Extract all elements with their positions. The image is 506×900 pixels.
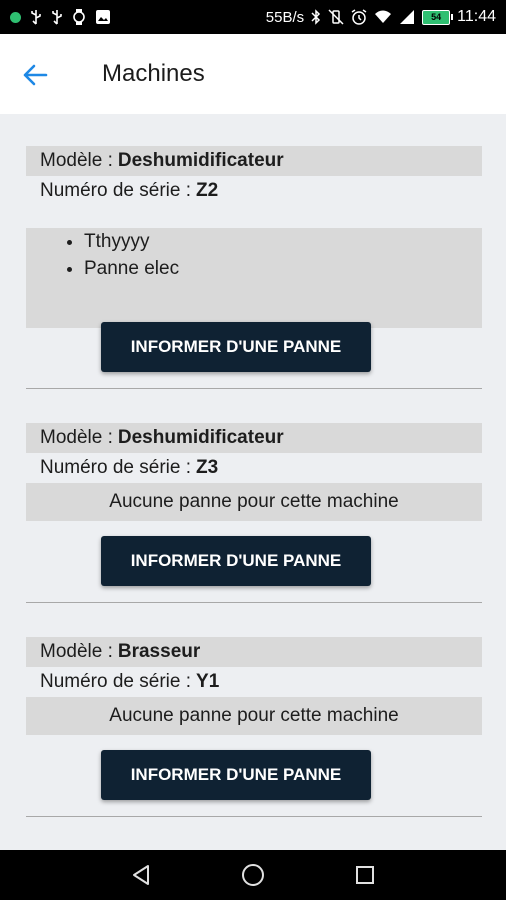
fault-item: • Panne elec <box>84 255 482 282</box>
fault-item: • Tthyyyy <box>84 228 482 255</box>
nav-back-icon <box>129 863 153 887</box>
serial-row <box>26 176 482 206</box>
serial-row <box>26 667 482 697</box>
model-value: Deshumidificateur <box>117 150 284 171</box>
serial-value: Y1 <box>196 671 220 692</box>
model-label: Modèle : <box>40 641 113 662</box>
machine-card <box>26 423 482 521</box>
card-divider <box>26 816 482 817</box>
model-row <box>26 423 482 453</box>
machine-list[interactable] <box>0 114 506 850</box>
navigation-bar <box>0 850 506 900</box>
model-value: Deshumidificateur <box>117 427 284 448</box>
clock: 11:44 <box>457 8 496 25</box>
signal-icon <box>399 9 415 25</box>
app-notification-icon <box>10 12 21 23</box>
serial-value: Z2 <box>196 180 219 201</box>
model-label: Modèle : <box>40 427 113 448</box>
model-value: Brasseur <box>117 641 201 662</box>
serial-label: Numéro de série : <box>40 671 192 692</box>
machine-card <box>26 637 482 735</box>
alarm-icon <box>351 9 367 25</box>
nav-back-button[interactable] <box>126 860 156 890</box>
fault-list <box>26 228 482 328</box>
vibrate-off-icon <box>328 9 344 25</box>
nav-home-button[interactable] <box>238 860 268 890</box>
serial-label: Numéro de série : <box>40 180 192 201</box>
page-title: Machines <box>102 60 205 87</box>
battery-icon <box>422 10 450 25</box>
report-fault-button[interactable]: INFORMER D'UNE PANNE <box>101 322 371 372</box>
card-divider <box>26 602 482 603</box>
model-row <box>26 637 482 667</box>
model-label: Modèle : <box>40 150 113 171</box>
wifi-icon <box>374 9 392 25</box>
serial-row <box>26 453 482 483</box>
battery-level: 54 <box>431 12 442 22</box>
bluetooth-icon <box>311 9 321 25</box>
watch-icon <box>72 9 86 25</box>
serial-label: Numéro de série : <box>40 457 192 478</box>
no-fault-message: Aucune panne pour cette machine <box>26 483 482 521</box>
report-fault-button[interactable]: INFORMER D'UNE PANNE <box>101 750 371 800</box>
status-notifications <box>10 9 111 25</box>
network-speed: 55B/s <box>265 8 305 26</box>
nav-recents-icon <box>354 864 376 886</box>
no-fault-message: Aucune panne pour cette machine <box>26 697 482 735</box>
arrow-back-icon <box>22 62 48 88</box>
model-row <box>26 146 482 176</box>
nav-home-icon <box>240 862 266 888</box>
card-divider <box>26 388 482 389</box>
image-icon <box>95 9 111 25</box>
machine-card <box>26 146 482 328</box>
usb-debug-icon <box>51 9 63 25</box>
report-fault-button[interactable]: INFORMER D'UNE PANNE <box>101 536 371 586</box>
status-system <box>266 8 496 26</box>
status-bar <box>0 0 506 34</box>
back-button[interactable] <box>18 58 52 92</box>
nav-recents-button[interactable] <box>350 860 380 890</box>
app-bar <box>0 34 506 114</box>
usb-icon <box>30 9 42 25</box>
serial-value: Z3 <box>196 457 219 478</box>
